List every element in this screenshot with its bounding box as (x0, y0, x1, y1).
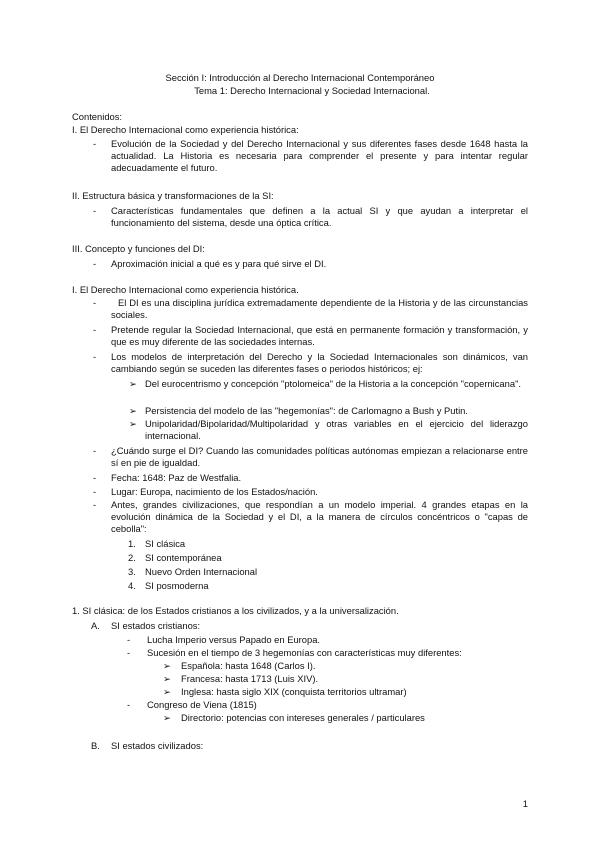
dash-marker: - (127, 634, 131, 645)
arrow-bullet-icon: ➢ (163, 686, 171, 697)
dash-marker: - (93, 258, 97, 269)
stage-number: 2. (128, 552, 136, 563)
a-item-struggle: Lucha Imperio versus Papado en Europa. (147, 634, 321, 645)
contents-s3-title: III. Concepto y funciones del DI: (72, 243, 205, 254)
arrow-bullet-icon: ➢ (163, 712, 171, 723)
bullet-di-discipline: El DI es una disciplina jurídica extremadamente dependiente de la Historia y de las circunstancias sociales. (111, 297, 528, 320)
bullet-regulate-si: Pretende regular la Sociedad Internacional, que está en permanente formación y transformación, y que es muy diferente de las sociedades internas. (111, 324, 528, 347)
dash-marker: - (93, 205, 97, 216)
contents-s2-title: II. Estructura básica y transformaciones de la SI: (72, 190, 274, 201)
stage-item: SI contemporánea (145, 552, 222, 563)
arrow-bullet-icon: ➢ (129, 378, 137, 389)
dash-marker: - (127, 699, 131, 710)
contents-s3-item: Aproximación inicial a qué es y para qué sirve el DI. (111, 258, 327, 269)
page-number: 1 (522, 798, 528, 809)
dash-marker: - (93, 472, 97, 483)
sub-section-letter: A. (91, 620, 100, 631)
hegemony-item: Inglesa: hasta siglo XIX (conquista territorios ultramar) (181, 686, 407, 697)
a-item-hegemonies: Sucesión en el tiempo de 3 hegemonías con características muy diferentes: (147, 647, 462, 658)
contents-s1-title: I. El Derecho Internacional como experiencia histórica: (72, 124, 299, 135)
section1-title: I. El Derecho Internacional como experiencia histórica. (72, 284, 299, 295)
stage-item: SI clásica (145, 538, 186, 549)
contents-title: Contenidos: (72, 111, 123, 122)
stage-number: 4. (128, 580, 136, 591)
dash-marker: - (93, 138, 97, 149)
dash-marker: - (93, 324, 97, 335)
stage-item: SI posmoderna (145, 580, 209, 591)
arrow-bullet-icon: ➢ (129, 418, 137, 429)
sub-bullet-item: Unipolaridad/Bipolaridad/Multipolaridad y otras variables en el ejercicio del liderazgo internacional. (145, 418, 528, 441)
dash-marker: - (93, 351, 97, 362)
vienna-directorio: Directorio: potencias con intereses generales / particulares (181, 712, 425, 723)
hegemony-item: Francesa: hasta 1713 (Luis XIV). (181, 673, 319, 684)
sub-section-b-title: SI estados civilizados: (111, 740, 204, 751)
arrow-bullet-icon: ➢ (163, 660, 171, 671)
stage-number: 3. (128, 566, 136, 577)
topic-heading: Tema 1: Derecho Internacional y Sociedad Internacional. (194, 85, 430, 96)
bullet-dynamic-models: Los modelos de interpretación del Derecho y la Sociedad Internacionales son dinámicos, van cambiando según se suceden las diferentes fases o periodos históricos; ej: (111, 351, 528, 374)
dash-marker: - (93, 445, 97, 456)
stage-item: Nuevo Orden Internacional (145, 566, 258, 577)
dash-marker: - (93, 486, 97, 497)
section-heading: Sección I: Introducción al Derecho Internacional Contemporáneo (165, 72, 435, 83)
bullet-civilizations: Antes, grandes civilizaciones, que respondían a un modelo imperial. 4 grandes etapas en la evolución dinámica de la Sociedad y el DI, a la manera de círculos concéntricos o "capas de cebolla": (111, 499, 528, 534)
bullet-when-di: ¿Cuándo surge el DI? Cuando las comunidades políticas autónomas empiezan a relacionarse entre sí en pie de igualdad. (111, 445, 528, 468)
stage-number: 1. (128, 538, 136, 549)
dash-marker: - (93, 297, 97, 308)
arrow-bullet-icon: ➢ (129, 405, 137, 416)
a-item-vienna: Congreso de Viena (1815) (147, 699, 257, 710)
arrow-bullet-icon: ➢ (163, 673, 171, 684)
hegemony-item: Española: hasta 1648 (Carlos I). (181, 660, 316, 671)
sub-bullet-item: Del eurocentrismo y concepción "ptolomeica" de la Historia a la concepción "copernicana". (145, 378, 522, 389)
dash-marker: - (93, 499, 97, 510)
sub-bullet-item: Persistencia del modelo de las "hegemonías": de Carlomagno a Bush y Putin. (145, 405, 468, 416)
part1-title: 1. SI clásica: de los Estados cristianos a los civilizados, y a la universalización. (72, 605, 399, 616)
contents-s2-item: Características fundamentales que definen a la actual SI y que ayudan a interpretar el funcionamiento del sistema, desde una óptica crítica. (111, 205, 528, 228)
sub-section-letter: B. (91, 740, 100, 751)
contents-s1-item: Evolución de la Sociedad y del Derecho Internacional y sus diferentes fases desde 1648 hasta la actualidad. La Historia es necesaria para comprender el presente y para intentar regular adecuadamente el futuro. (111, 138, 528, 173)
dash-marker: - (127, 647, 131, 658)
bullet-date: Fecha: 1648: Paz de Westfalia. (111, 472, 242, 483)
bullet-place: Lugar: Europa, nacimiento de los Estados/nación. (111, 486, 318, 497)
sub-section-a-title: SI estados cristianos: (111, 620, 201, 631)
